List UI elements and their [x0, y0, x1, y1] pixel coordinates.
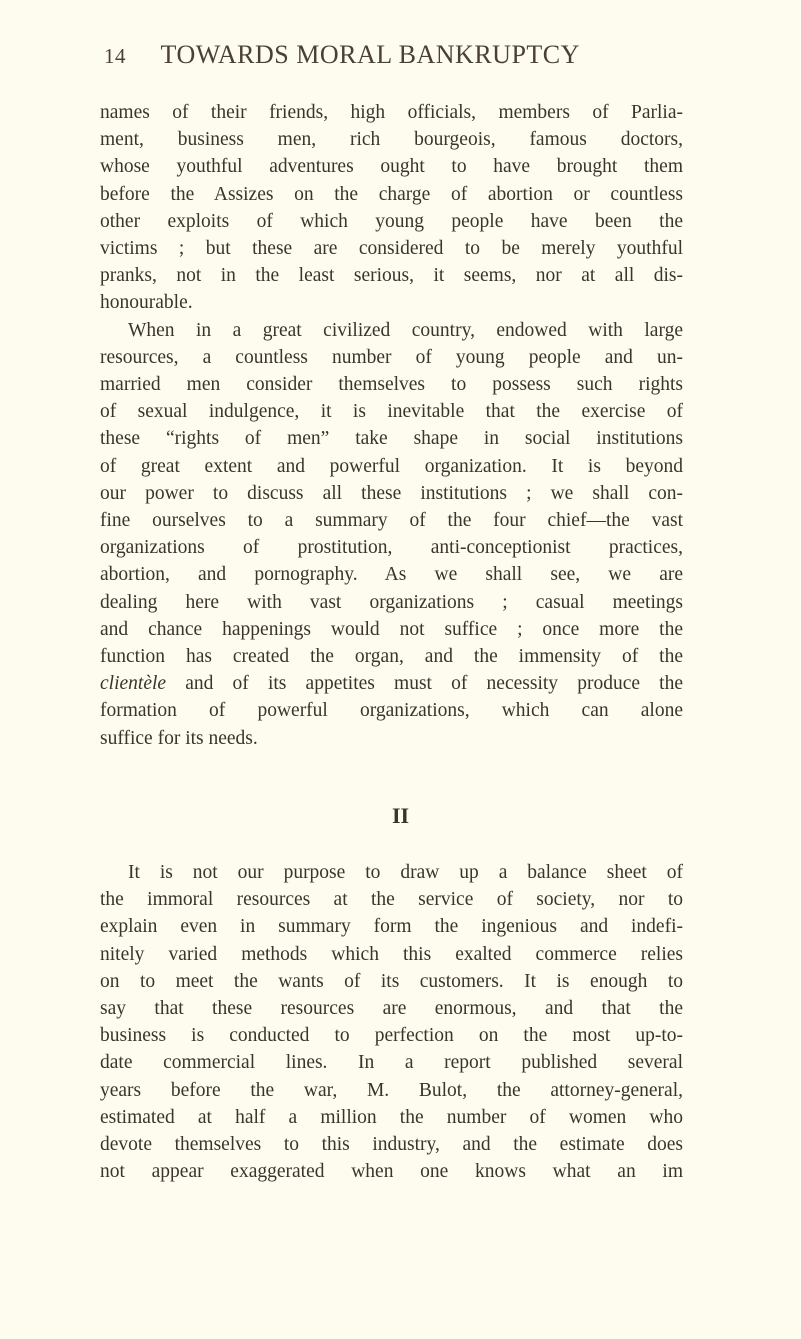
- text-line: names of their friends, high officials, members of Parlia-: [100, 102, 683, 123]
- text-line: It is not our purpose to draw up a balance sheet of: [128, 862, 683, 883]
- text-line: nitely varied methods which this exalted commerce relies: [100, 943, 683, 965]
- running-title: TOWARDS MORAL BANKRUPTCY: [160, 40, 580, 69]
- text-line: years before the war, M. Bulot, the attorney-general,: [100, 1079, 683, 1101]
- text-line: of sexual indulgence, it is inevitable that the exercise of: [100, 401, 683, 423]
- text-line: and chance happenings would not suffice ; once more the: [100, 618, 683, 640]
- text-line: devote themselves to this industry, and the estimate does: [100, 1134, 683, 1155]
- text-line: before the Assizes on the charge of abortion or countless: [100, 183, 683, 205]
- line-text: and of its appetites must of necessity produce the: [185, 673, 683, 695]
- text-line: suffice for its needs.: [100, 727, 258, 749]
- text-line: formation of powerful organizations, which can alone: [100, 700, 683, 722]
- text-line: ment, business men, rich bourgeois, famous doctors,: [100, 129, 683, 151]
- text-line: dealing here with vast organizations ; casual meetings: [100, 591, 683, 613]
- text-line: abortion, and pornography. As we shall see, we are: [100, 564, 683, 586]
- section-heading: II: [391, 803, 410, 828]
- text-line: other exploits of which young people have been the: [100, 210, 683, 232]
- text-line: say that these resources are enormous, and that the: [100, 998, 683, 1019]
- text-line: business is conducted to perfection on the most up-to-: [100, 1025, 683, 1047]
- text-line: honourable.: [100, 292, 193, 314]
- text-line: of great extent and powerful organization. It is beyond: [100, 455, 683, 477]
- text-line: whose youthful adventures ought to have brought them: [100, 156, 683, 178]
- text-line: organizations of prostitution, anti-conceptionist practices,: [100, 537, 683, 559]
- text-line: date commercial lines. In a report published several: [100, 1052, 683, 1074]
- text-line: married men consider themselves to possess such rights: [100, 374, 683, 395]
- text-line: these “rights of men” take shape in social institutions: [100, 428, 683, 450]
- text-line: not appear exaggerated when one knows what an im: [100, 1161, 683, 1183]
- text-line: the immoral resources at the service of society, nor to: [100, 889, 683, 911]
- text-line: [100, 670, 683, 697]
- text-line: victims ; but these are considered to be merely youthful: [100, 238, 683, 259]
- text-line: on to meet the wants of its customers. It is enough to: [100, 970, 683, 992]
- text-line: resources, a countless number of young people and un-: [100, 346, 683, 368]
- italic-word: clientèle: [100, 673, 167, 695]
- page-number: 14: [104, 44, 126, 68]
- text-line: our power to discuss all these institutions ; we shall con-: [100, 482, 683, 504]
- text-line: pranks, not in the least serious, it seems, nor at all dis-: [100, 265, 683, 287]
- text-line: estimated at half a million the number of women who: [100, 1106, 683, 1128]
- running-header: [104, 40, 580, 70]
- text-line: explain even in summary form the ingenious and indefi-: [100, 916, 683, 938]
- text-line: When in a great civilized country, endowed with large: [128, 319, 683, 341]
- text-line: function has created the organ, and the immensity of the: [100, 646, 683, 667]
- text-line: fine ourselves to a summary of the four chief—the vast: [100, 510, 683, 531]
